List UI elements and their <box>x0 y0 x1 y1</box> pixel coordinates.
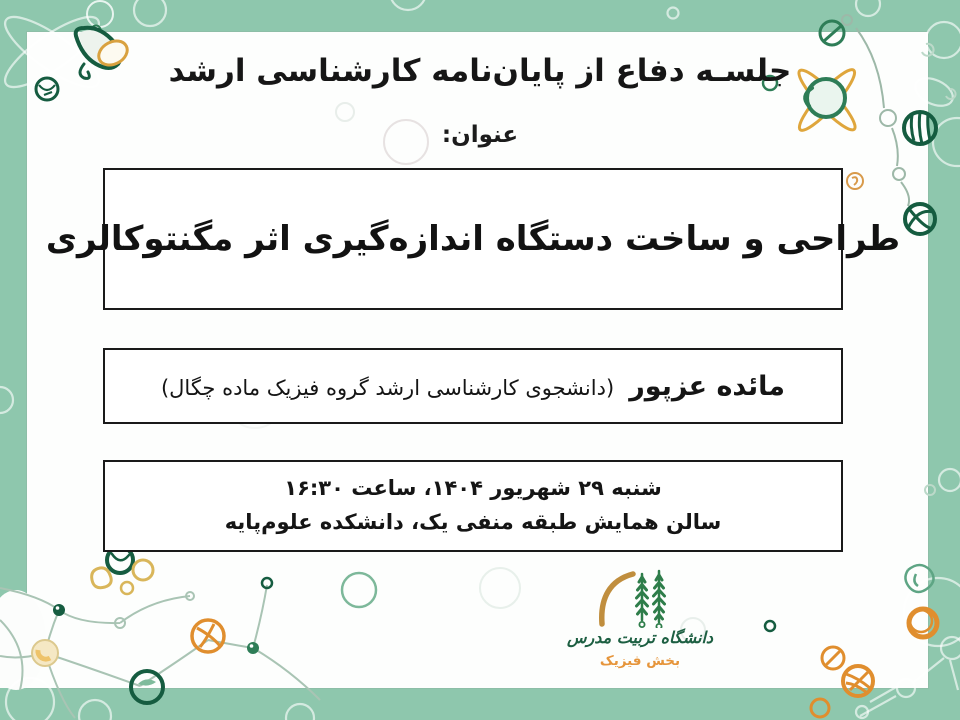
thesis-title-box <box>45 168 901 310</box>
student-affiliation: (دانشجوی کارشناسی ارشد گروه فیزیک ماده چگال) <box>160 375 615 400</box>
title-label: عنوان: <box>441 122 519 148</box>
department-name: بخش فیزیک <box>599 652 681 669</box>
university-name: دانشگاه تربیت مدرس <box>566 628 714 647</box>
logo-tree-icon <box>637 574 648 627</box>
student-line <box>161 371 785 402</box>
logo-arch-and-trees-icon <box>575 566 705 628</box>
student-name: مائده عزپور <box>629 370 786 402</box>
logo-tree-icon <box>654 571 665 628</box>
student-box <box>103 348 843 424</box>
logo-arch-icon <box>602 574 633 624</box>
session-title: جلسـه دفاع از پایان‌نامه کارشناسی ارشد <box>168 53 792 89</box>
schedule-datetime: شنبه ۲۹ شهریور ۱۴۰۴، ساعت ۱۶:۳۰ <box>284 476 662 501</box>
orange-ring-icon <box>811 699 829 717</box>
thesis-title: طراحی و ساخت دستگاه اندازه‌گیری اثر مگنتوکالری <box>45 219 901 259</box>
schedule-venue: سالن همایش طبقه منفی یک، دانشکده علوم‌پایه <box>224 510 722 534</box>
university-logo <box>555 566 725 669</box>
schedule-box <box>103 460 843 552</box>
